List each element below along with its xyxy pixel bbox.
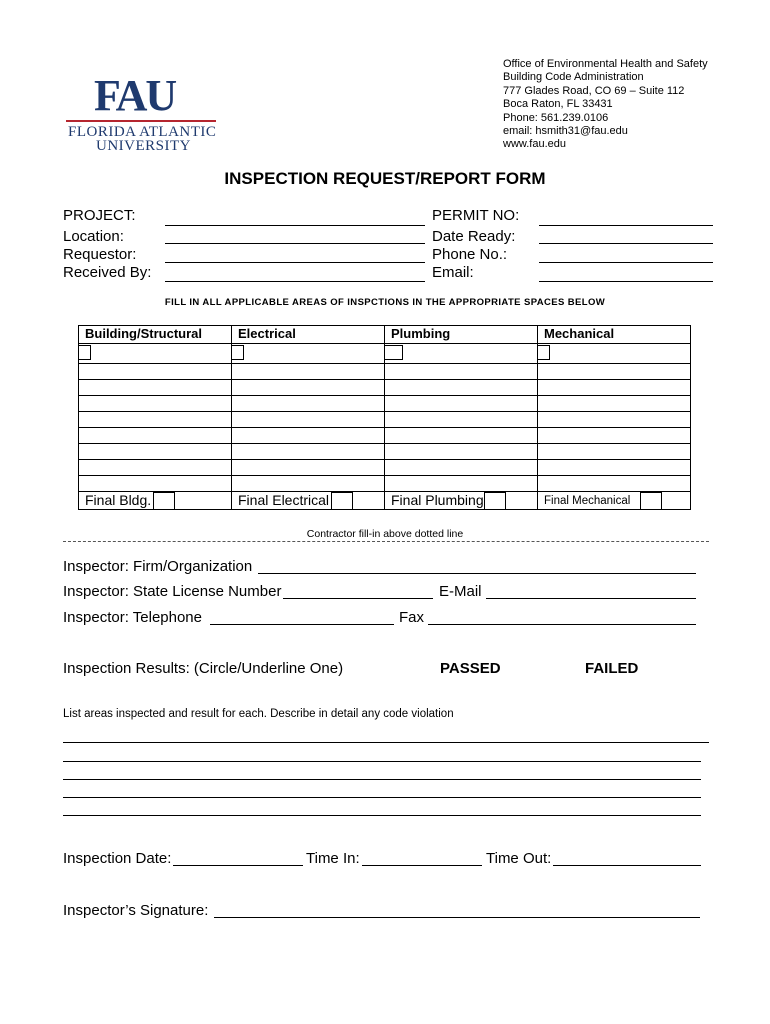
table-cell [538,344,691,364]
time-out-field[interactable] [553,865,701,866]
form-title: INSPECTION REQUEST/REPORT FORM [224,169,546,188]
received-by-label: Received By: [63,264,152,281]
table-cell[interactable] [538,364,691,380]
inspection-date-field[interactable] [173,865,303,866]
table-cell[interactable] [232,396,385,412]
inspector-telephone-field[interactable] [210,624,394,625]
address-city: Boca Raton, FL 33431 [503,98,613,111]
address-web: www.fau.edu [503,138,566,151]
electrical-checkbox[interactable] [231,345,244,360]
inspector-license-field[interactable] [283,598,433,599]
table-cell[interactable] [385,428,538,444]
permit-no-label: PERMIT NO: [432,207,520,224]
table-cell[interactable] [232,428,385,444]
dotted-divider [63,541,709,542]
table-cell[interactable] [79,460,232,476]
table-cell[interactable] [538,412,691,428]
table-cell[interactable] [79,396,232,412]
table-cell[interactable] [79,380,232,396]
building-checkbox[interactable] [78,345,91,360]
table-cell[interactable] [538,380,691,396]
signature-field[interactable] [214,917,700,918]
final-bldg-label: Final Bldg. [85,492,152,508]
time-in-field[interactable] [362,865,482,866]
phone-no-label: Phone No.: [432,246,508,263]
areas-note: List areas inspected and result for each. Describe in detail any code violation [63,708,454,720]
final-mechanical-cell [538,492,691,510]
table-cell[interactable] [79,364,232,380]
location-label: Location: [63,228,124,245]
table-cell[interactable] [232,364,385,380]
final-plumbing-cell [385,492,538,510]
signature-label: Inspector’s Signature: [63,902,209,919]
email-label: Email: [432,264,474,281]
header-mechanical: Mechanical [538,326,691,344]
location-field[interactable] [165,243,425,244]
table-cell[interactable] [385,476,538,492]
inspector-email-field[interactable] [486,598,696,599]
phone-no-field[interactable] [539,262,713,263]
notes-line[interactable] [63,815,701,816]
table-cell [79,344,232,364]
logo-rule [66,120,216,122]
header-electrical: Electrical [232,326,385,344]
failed-option[interactable]: FAILED [585,660,639,677]
time-out-label: Time Out: [486,850,552,867]
table-cell [232,344,385,364]
notes-line[interactable] [63,797,701,798]
table-cell[interactable] [79,412,232,428]
notes-line[interactable] [63,761,701,762]
fau-logo [66,72,226,154]
time-in-label: Time In: [306,850,360,867]
inspector-email-label: E-Mail [439,583,482,600]
inspection-date-label: Inspection Date: [63,850,172,867]
address-phone: Phone: 561.239.0106 [503,111,609,124]
contractor-note: Contractor fill-in above dotted line [306,528,464,540]
mechanical-checkbox[interactable] [537,345,550,360]
final-electrical-label: Final Electrical [238,492,330,508]
table-cell[interactable] [538,396,691,412]
inspector-firm-field[interactable] [258,573,696,574]
date-ready-field[interactable] [539,243,713,244]
final-bldg-checkbox[interactable] [153,492,175,510]
table-cell[interactable] [232,380,385,396]
instruction-text: FILL IN ALL APPLICABLE AREAS OF INSPCTIONS IN THE APPROPRIATE SPACES BELOW [164,297,606,308]
table-cell[interactable] [79,444,232,460]
table-cell[interactable] [385,396,538,412]
table-cell[interactable] [385,460,538,476]
address-email: email: hsmith31@fau.edu [503,125,628,138]
results-label: Inspection Results: (Circle/Underline One) [63,660,344,677]
inspector-license-label: Inspector: State License Number [63,583,282,600]
address-block [503,58,708,152]
inspection-table [78,325,691,510]
logo-line-2: UNIVERSITY [96,138,191,154]
table-cell[interactable] [232,460,385,476]
header-building: Building/Structural [79,326,232,344]
notes-line[interactable] [63,742,709,743]
project-field[interactable] [165,225,425,226]
final-mechanical-checkbox[interactable] [640,492,662,510]
table-cell[interactable] [538,428,691,444]
inspector-firm-label: Inspector: Firm/Organization [63,558,253,575]
address-dept: Building Code Administration [503,71,644,84]
date-ready-label: Date Ready: [432,228,516,245]
requestor-label: Requestor: [63,246,137,263]
table-cell[interactable] [232,444,385,460]
table-cell[interactable] [232,476,385,492]
header-plumbing: Plumbing [385,326,538,344]
email-field[interactable] [539,281,713,282]
table-cell[interactable] [79,476,232,492]
address-office: Office of Environmental Health and Safety [503,58,708,70]
requestor-field[interactable] [165,262,425,263]
final-bldg-cell [79,492,232,510]
project-label: PROJECT: [63,207,136,224]
table-cell [385,344,538,364]
passed-option[interactable]: PASSED [440,660,501,677]
inspector-telephone-label: Inspector: Telephone [63,609,202,626]
final-mechanical-label: Final Mechanical [544,495,631,507]
table-cell[interactable] [385,380,538,396]
inspector-fax-field[interactable] [428,624,696,625]
final-electrical-checkbox[interactable] [331,492,353,510]
table-cell[interactable] [385,364,538,380]
permit-no-field[interactable] [539,225,713,226]
plumbing-checkbox[interactable] [384,345,403,360]
table-cell[interactable] [538,476,691,492]
notes-line[interactable] [63,779,701,780]
table-cell[interactable] [79,428,232,444]
logo-line-1: FLORIDA ATLANTIC [68,124,217,140]
address-street: 777 Glades Road, CO 69 – Suite 112 [503,84,685,97]
table-cell[interactable] [385,444,538,460]
table-cell[interactable] [232,412,385,428]
inspector-fax-label: Fax [399,609,425,626]
final-plumbing-checkbox[interactable] [484,492,506,510]
final-electrical-cell [232,492,385,510]
table-cell[interactable] [385,412,538,428]
table-cell[interactable] [538,460,691,476]
logo-mark: FAU [94,71,176,120]
table-cell[interactable] [538,444,691,460]
final-plumbing-label: Final Plumbing [391,492,484,508]
received-by-field[interactable] [165,281,425,282]
